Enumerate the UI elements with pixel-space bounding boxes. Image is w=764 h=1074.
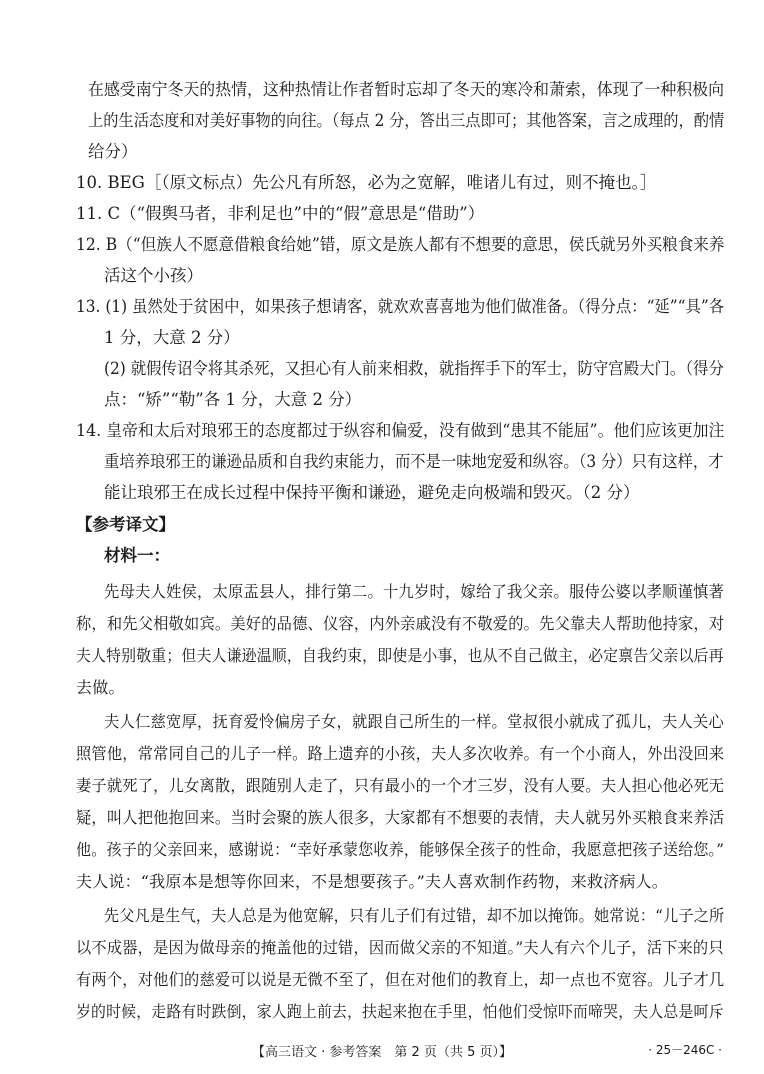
translation-paragraph-line: 夫人仁慈宽厚，抚育爱怜偏房子女，就跟自己所生的一样。堂叔很小就成了孤儿，夫人关心 [104,712,725,731]
translation-paragraph-line: 夫人特别敬重；但夫人谦逊温顺，自我约束，即使是小事，也从不自己做主，必定禀告父亲以后再 [76,646,724,665]
translation-paragraph-line: 夫人说：“我原本是想等你回来，不是想要孩子。”夫人喜欢制作药物，来救济病人。 [76,872,668,891]
translation-paragraph-line: 疑，叫人把他抱回来。当时会聚的族人很多，大家都有不想要的表情，夫人就另外买粮食来养活 [76,808,725,827]
translation-paragraph-line: 称，和先父相敬如宾。美好的品德、仪容，内外亲戚没有不敬爱的。先父靠夫人帮助他持家，对 [76,614,725,633]
material-label: 材料一： [104,546,170,565]
answer-q12-cont: 活这个小孩） [104,266,203,285]
answer-q13-part2-cont: 点：“矫”“勒”各 1 分，大意 2 分） [104,390,362,409]
answer-q13: 13. (1) 虽然处于贫困中，如果孩子想请客，就欢欢喜喜地为他们做准备。（得分点：“延”“具”各 [76,297,725,316]
answer-q11: 11. C（“假舆马者，非利足也”中的“假”意思是“借助”） [76,204,485,223]
translation-paragraph-line: 以不成器，是因为做母亲的掩盖他的过错，因而做父亲的不知道。”夫人有六个儿子，活下来的只 [76,938,724,957]
translation-paragraph-line: 岁的时候，走路有时跌倒，家人跑上前去，扶起来抱在手里，怕他们受惊吓而啼哭，夫人总是呵斥 [76,1002,724,1021]
translation-paragraph-line: 妻子就死了，儿女离散，跟随别人走了，只有最小的一个才三岁，没有人要。夫人担心他必死无 [76,776,725,795]
answer-q14-cont: 重培养琅邪王的谦逊品质和自我约束能力，而不是一味地宠爱和纵容。（3 分）只有这样，才 [104,452,724,471]
document-code: · 25－246C · [648,1043,722,1057]
translation-paragraph-line: 照管他，常常同自己的儿子一样。路上遗弃的小孩，夫人多次收养。有一个小商人，外出没回来 [76,744,725,763]
answer-q12: 12. B（“但族人不愿意借粮食给她”错，原文是族人都有不想要的意思，侯氏就另外买粮食来养 [76,235,725,254]
translation-paragraph-line: 先父凡是生气，夫人总是为他宽解，只有儿子们有过错，却不加以掩饰。她常说：“儿子之所 [104,906,725,925]
answer-q14-cont: 能让琅邪王在成长过程中保持平衡和谦逊，避免走向极端和毁灭。（2 分） [104,483,640,502]
translation-paragraph-line: 去做。 [76,678,125,697]
answer-continuation-line: 在感受南宁冬天的热情，这种热情让作者暂时忘却了冬天的寒冷和萧索，体现了一种积极向 [88,80,724,99]
translation-paragraph-line: 他。孩子的父亲回来，感谢说：“幸好承蒙您收养，能够保全孩子的性命，我愿意把孩子送给您。” [76,840,725,859]
answer-continuation-line: 给分） [88,142,138,161]
answer-q14: 14. 皇帝和太后对琅邪王的态度都过于纵容和偏爱，没有做到“患其不能屈”。他们应该更加注 [76,421,725,440]
answer-continuation-line: 上的生活态度和对美好事物的向往。（每点 2 分，答出三点即可；其他答案，言之成理的，酌情 [88,111,725,130]
answer-q13-cont: 1 分，大意 2 分） [104,328,240,347]
translation-paragraph-line: 有两个，对他们的慈爱可以说是无微不至了，但在对他们的教育上，却一点也不宽容。儿子才几 [76,970,725,989]
page-footer: 【高三语文 · 参考答案 第 2 页（共 5 页）】 [252,1045,512,1060]
translation-heading: 【参考译文】 [76,515,175,534]
answer-q10: 10. BEG［（原文标点）先公凡有所怒，必为之宽解，唯诸儿有过，则不掩也。］ [76,173,657,192]
translation-paragraph-line: 先母夫人姓侯，太原盂县人，排行第二。十九岁时，嫁给了我父亲。服侍公婆以孝顺谨慎著 [104,582,725,601]
answer-q13-part2: (2) 就假传诏令将其杀死，又担心有人前来相救，就指挥手下的军士，防守宫殿大门。（得分 [104,359,724,378]
